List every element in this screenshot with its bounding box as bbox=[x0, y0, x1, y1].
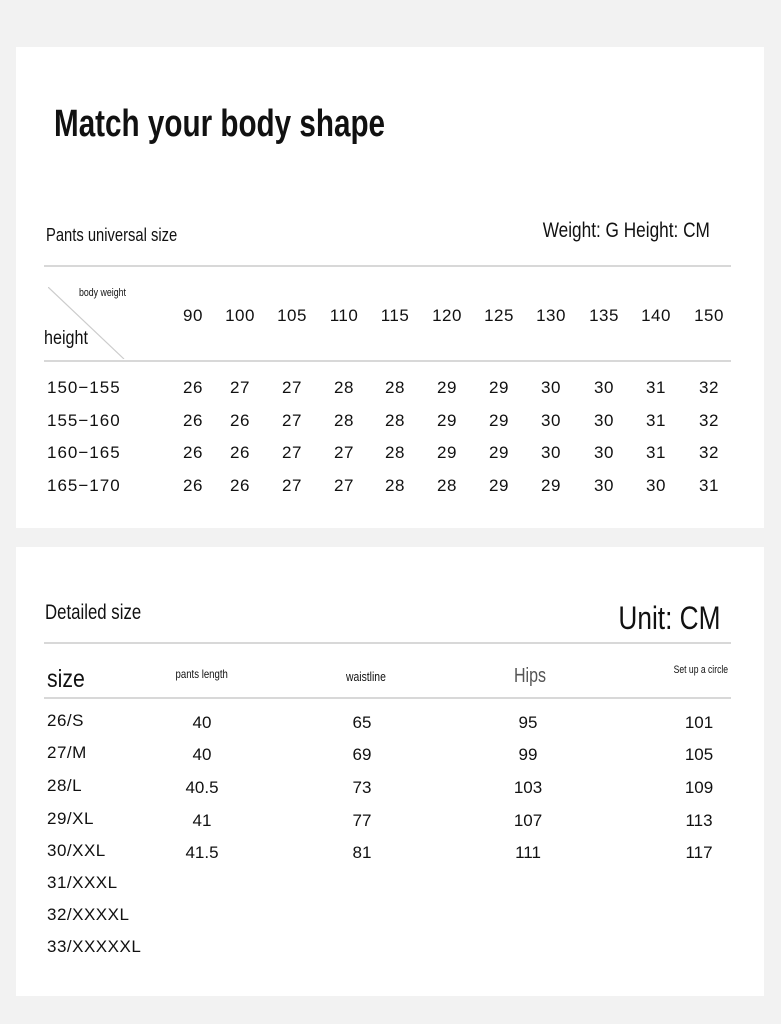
universal-size-card bbox=[16, 47, 764, 528]
length-cell: 41.5 bbox=[185, 843, 219, 862]
size-cell: 27 bbox=[282, 443, 302, 462]
size-cell: 29 bbox=[437, 443, 457, 462]
page-title: Match your body shape bbox=[54, 103, 386, 145]
header-size: size bbox=[47, 665, 85, 693]
size-cell: 28 bbox=[334, 411, 354, 430]
size-cell: 30 bbox=[541, 443, 561, 462]
size-cell: 26 bbox=[230, 443, 250, 462]
size-cell: 26 bbox=[183, 443, 203, 462]
divider bbox=[44, 360, 731, 362]
divider bbox=[44, 265, 731, 267]
corner-label-body-weight: body weight bbox=[79, 287, 126, 299]
size-cell: 29 bbox=[437, 378, 457, 397]
weight-header-cell: 135 bbox=[589, 306, 619, 325]
size-cell: 32 bbox=[699, 378, 719, 397]
size-cell: 29 bbox=[489, 378, 509, 397]
detailed-size-units: Unit: CM bbox=[617, 600, 720, 636]
size-cell: 28 bbox=[385, 443, 405, 462]
waist-cell: 77 bbox=[352, 811, 372, 830]
size-label: 33/XXXXXL bbox=[47, 937, 142, 956]
header-hips: Hips bbox=[513, 665, 546, 687]
size-cell: 26 bbox=[230, 476, 250, 495]
waist-cell: 69 bbox=[352, 745, 372, 764]
size-label: 32/XXXXL bbox=[47, 905, 130, 924]
height-range-label: 165−170 bbox=[47, 476, 121, 495]
size-cell: 30 bbox=[594, 443, 614, 462]
size-label: 29/XL bbox=[47, 809, 94, 828]
size-label: 31/XXXL bbox=[47, 873, 118, 892]
weight-header-cell: 125 bbox=[484, 306, 514, 325]
header-circle: Set up a circle bbox=[673, 664, 729, 676]
size-cell: 26 bbox=[183, 378, 203, 397]
header-waistline: waistline bbox=[346, 669, 386, 684]
size-cell: 32 bbox=[699, 411, 719, 430]
size-cell: 32 bbox=[699, 443, 719, 462]
header-pants-length: pants length bbox=[175, 667, 229, 681]
hips-cell: 103 bbox=[513, 778, 543, 797]
detailed-size-card bbox=[16, 547, 764, 996]
size-cell: 31 bbox=[646, 411, 666, 430]
size-cell: 29 bbox=[489, 476, 509, 495]
weight-header-cell: 110 bbox=[329, 306, 359, 325]
size-cell: 27 bbox=[334, 443, 354, 462]
corner-label-height: height bbox=[44, 328, 89, 349]
weight-header-cell: 115 bbox=[380, 306, 410, 325]
size-cell: 27 bbox=[282, 476, 302, 495]
size-cell: 27 bbox=[334, 476, 354, 495]
size-cell: 30 bbox=[646, 476, 666, 495]
length-cell: 41 bbox=[192, 811, 212, 830]
size-cell: 30 bbox=[594, 378, 614, 397]
circle-cell: 117 bbox=[685, 843, 713, 862]
size-cell: 28 bbox=[385, 378, 405, 397]
weight-header-cell: 90 bbox=[183, 306, 203, 325]
size-cell: 30 bbox=[594, 476, 614, 495]
size-cell: 30 bbox=[594, 411, 614, 430]
waist-cell: 81 bbox=[352, 843, 372, 862]
size-cell: 29 bbox=[489, 411, 509, 430]
size-cell: 29 bbox=[437, 411, 457, 430]
weight-header-cell: 105 bbox=[277, 306, 307, 325]
size-cell: 27 bbox=[282, 378, 302, 397]
size-cell: 31 bbox=[646, 378, 666, 397]
size-cell: 26 bbox=[183, 476, 203, 495]
size-label: 28/L bbox=[47, 776, 83, 795]
weight-header-cell: 140 bbox=[641, 306, 671, 325]
length-cell: 40 bbox=[192, 713, 212, 732]
size-cell: 30 bbox=[541, 411, 561, 430]
circle-cell: 105 bbox=[684, 745, 714, 764]
size-cell: 27 bbox=[282, 411, 302, 430]
waist-cell: 73 bbox=[352, 778, 372, 797]
universal-size-units: Weight: G Height: CM bbox=[542, 219, 710, 242]
detailed-size-subtitle: Detailed size bbox=[45, 601, 142, 624]
size-cell: 27 bbox=[230, 378, 250, 397]
size-cell: 28 bbox=[437, 476, 457, 495]
size-cell: 29 bbox=[489, 443, 509, 462]
weight-header-cell: 120 bbox=[432, 306, 462, 325]
waist-cell: 65 bbox=[352, 713, 372, 732]
universal-size-subtitle: Pants universal size bbox=[46, 225, 178, 245]
size-label: 27/M bbox=[47, 743, 87, 762]
weight-header-cell: 150 bbox=[694, 306, 724, 325]
divider bbox=[44, 697, 731, 699]
hips-cell: 107 bbox=[513, 811, 543, 830]
weight-header-cell: 130 bbox=[536, 306, 566, 325]
hips-cell: 111 bbox=[515, 843, 541, 862]
height-range-label: 160−165 bbox=[47, 443, 121, 462]
size-label: 30/XXL bbox=[47, 841, 106, 860]
divider bbox=[44, 642, 731, 644]
size-cell: 29 bbox=[541, 476, 561, 495]
weight-header-cell: 100 bbox=[225, 306, 255, 325]
hips-cell: 95 bbox=[518, 713, 538, 732]
circle-cell: 109 bbox=[684, 778, 714, 797]
height-range-label: 150−155 bbox=[47, 378, 121, 397]
hips-cell: 99 bbox=[518, 745, 538, 764]
size-cell: 28 bbox=[385, 411, 405, 430]
size-cell: 26 bbox=[230, 411, 250, 430]
height-range-label: 155−160 bbox=[47, 411, 121, 430]
size-cell: 31 bbox=[699, 476, 719, 495]
size-cell: 31 bbox=[646, 443, 666, 462]
length-cell: 40 bbox=[192, 745, 212, 764]
circle-cell: 113 bbox=[685, 811, 713, 830]
size-label: 26/S bbox=[47, 711, 84, 730]
circle-cell: 101 bbox=[684, 713, 714, 732]
size-cell: 26 bbox=[183, 411, 203, 430]
size-cell: 28 bbox=[385, 476, 405, 495]
size-cell: 28 bbox=[334, 378, 354, 397]
size-cell: 30 bbox=[541, 378, 561, 397]
length-cell: 40.5 bbox=[185, 778, 219, 797]
